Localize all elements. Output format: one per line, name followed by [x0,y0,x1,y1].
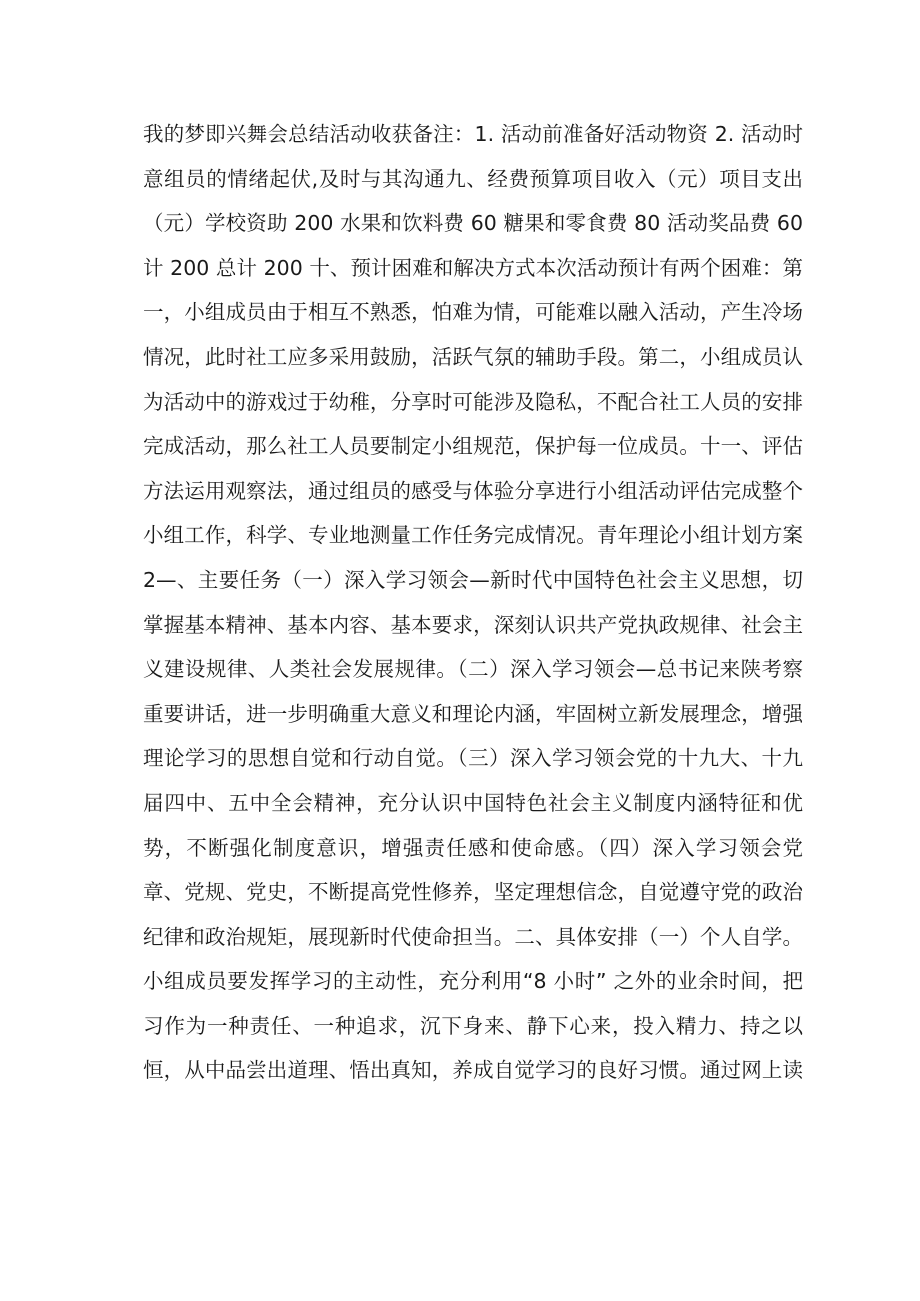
text-line-4: 计 200 总计 200 十、预计困难和解决方式本次活动预计有两个困难：第 [143,255,803,280]
text-line-12: 掌握基本精神、基本内容、基本要求，深刻认识共产党执政规律、社会主 [143,612,803,637]
text-line-15: 理论学习的思想自觉和行动自觉。（三）深入学习领会党的十九大、十九 [143,746,803,771]
text-line-19: 纪律和政治规矩，展现新时代使命担当。二、具体安排（一）个人自学。 [143,924,803,949]
text-line-10: 小组工作，科学、专业地测量工作任务完成情况。青年理论小组计划方案 [143,523,803,548]
text-line-1: 我的梦即兴舞会总结活动收获备注：1. 活动前准备好活动物资 2. 活动时 [143,122,803,146]
text-line-11: 2—、主要任务（一）深入学习领会—新时代中国特色社会主义思想，切 [143,567,803,592]
text-line-20: 小组成员要发挥学习的主动性，充分利用“8 小时” 之外的业余时间，把 [143,969,803,994]
text-line-5: 一，小组成员由于相互不熟悉，怕难为情，可能难以融入活动，产生冷场 [143,300,803,325]
text-line-7: 为活动中的游戏过于幼稚，分享时可能涉及隐私，不配合社工人员的安排 [143,389,803,414]
text-line-16: 届四中、五中全会精神，充分认识中国特色社会主义制度内涵特征和优 [143,790,803,815]
body-text [143,112,803,1093]
text-line-21: 习作为一种责任、一种追求，沉下身来、静下心来，投入精力、持之以 [143,1013,803,1038]
text-line-6: 情况，此时社工应多采用鼓励，活跃气氛的辅助手段。第二，小组成员认 [143,344,803,369]
text-line-18: 章、党规、党史，不断提高党性修养，坚定理想信念，自觉遵守党的政治 [143,880,803,905]
text-line-17: 势，不断强化制度意识，增强责任感和使命感。（四）深入学习领会党 [143,835,803,860]
text-line-13: 义建设规律、人类社会发展规律。（二）深入学习领会—总书记来陕考察 [143,657,803,682]
text-line-2: 意组员的情绪起伏,及时与其沟通九、经费预算项目收入（元）项目支出 [143,166,803,191]
text-line-22: 恒，从中品尝出道理、悟出真知，养成自觉学习的良好习惯。通过网上读 [143,1058,803,1083]
text-line-9: 方法运用观察法，通过组员的感受与体验分享进行小组活动评估完成整个 [143,478,803,503]
text-line-3: （元）学校资助 200 水果和饮料费 60 糖果和零食费 80 活动奖品费 60 [143,211,803,236]
text-line-14: 重要讲话，进一步明确重大意义和理论内涵，牢固树立新发展理念，增强 [143,701,803,726]
text-line-8: 完成活动，那么社工人员要制定小组规范，保护每一位成员。十一、评估 [143,434,803,459]
